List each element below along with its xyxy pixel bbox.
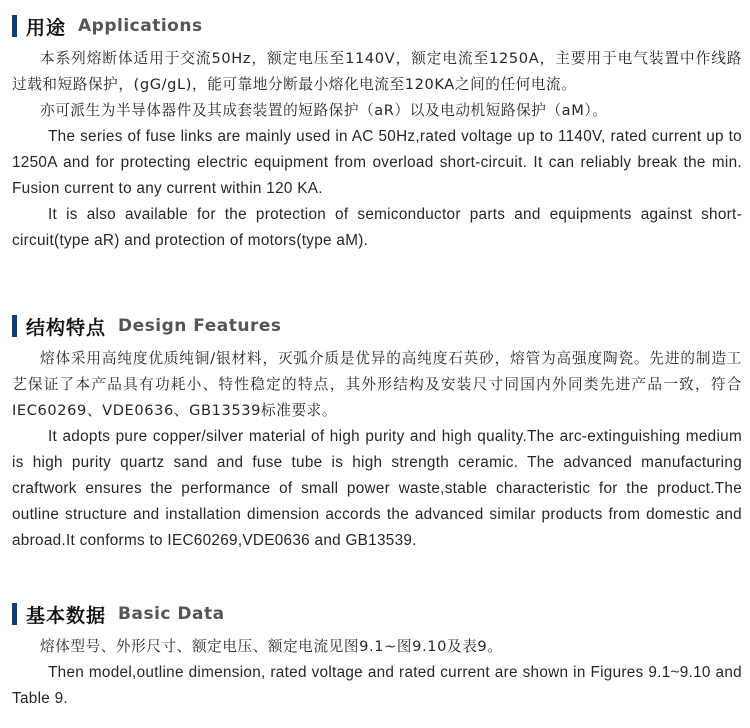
heading-title-zh: 基本数据 xyxy=(26,604,107,627)
paragraph: It is also available for the protection of semiconductor parts and equipments against short-circuit(type aR) and protection of motors(type aM). xyxy=(12,206,742,249)
heading-title-en: Basic Data xyxy=(118,604,225,624)
heading-title-zh: 结构特点 xyxy=(26,316,107,339)
section-heading xyxy=(12,14,742,38)
paragraph: 熔体采用高纯度优质纯铜/银材料，灭弧介质是优异的高纯度石英砂，熔管为高强度陶瓷。先进的制造工艺保证了本产品具有功耗小、特性稳定的特点，其外形结构及安装尺寸同国内外同类先进产品一致，符合IEC60269、VDE0636、GB13539标准要求。 xyxy=(12,350,742,419)
section-heading xyxy=(12,314,742,338)
section-heading xyxy=(12,602,742,626)
heading-bar xyxy=(12,603,17,625)
paragraph: 亦可派生为半导体器件及其成套装置的短路保护（aR）以及电动机短路保护（aM）。 xyxy=(40,102,608,119)
paragraph: It adopts pure copper/silver material of high purity and high quality.The arc-extinguishing medium is high purity quartz sand and fuse tube is high strength ceramic. The advanced manufacturing craftwork ensures the performance of small power waste,stable characteristic for the product.The outline structure and installation dimension accords the advanced similar products from domestic and abroad.It conforms to IEC60269,VDE0636 and GB13539. xyxy=(12,428,742,549)
heading-title-en: Design Features xyxy=(118,316,282,336)
section-applications xyxy=(12,14,742,254)
heading-bar xyxy=(12,15,17,37)
section-basic-data xyxy=(12,602,742,712)
heading-bar xyxy=(12,315,17,337)
paragraph: The series of fuse links are mainly used in AC 50Hz,rated voltage up to 1140V, rated current up to 1250A and for protecting electric equipment from overload short-circuit. It can reliably break the min. Fusion current to any current within 120 KA. xyxy=(12,128,742,197)
paragraph: 熔体型号、外形尺寸、额定电压、额定电流见图9.1~图9.10及表9。 xyxy=(40,638,503,655)
paragraph: 本系列熔断体适用于交流50Hz，额定电压至1140V，额定电流至1250A，主要用于电气装置中作线路过载和短路保护，(gG/gL)，能可靠地分断最小熔化电流至120KA之间的任何电流。 xyxy=(12,50,742,93)
paragraph: Then model,outline dimension, rated voltage and rated current are shown in Figures 9.1~9.10 and Table 9. xyxy=(12,664,742,707)
heading-title-en: Applications xyxy=(78,16,203,36)
section-design-features xyxy=(12,314,742,554)
heading-title-zh: 用途 xyxy=(26,16,67,39)
